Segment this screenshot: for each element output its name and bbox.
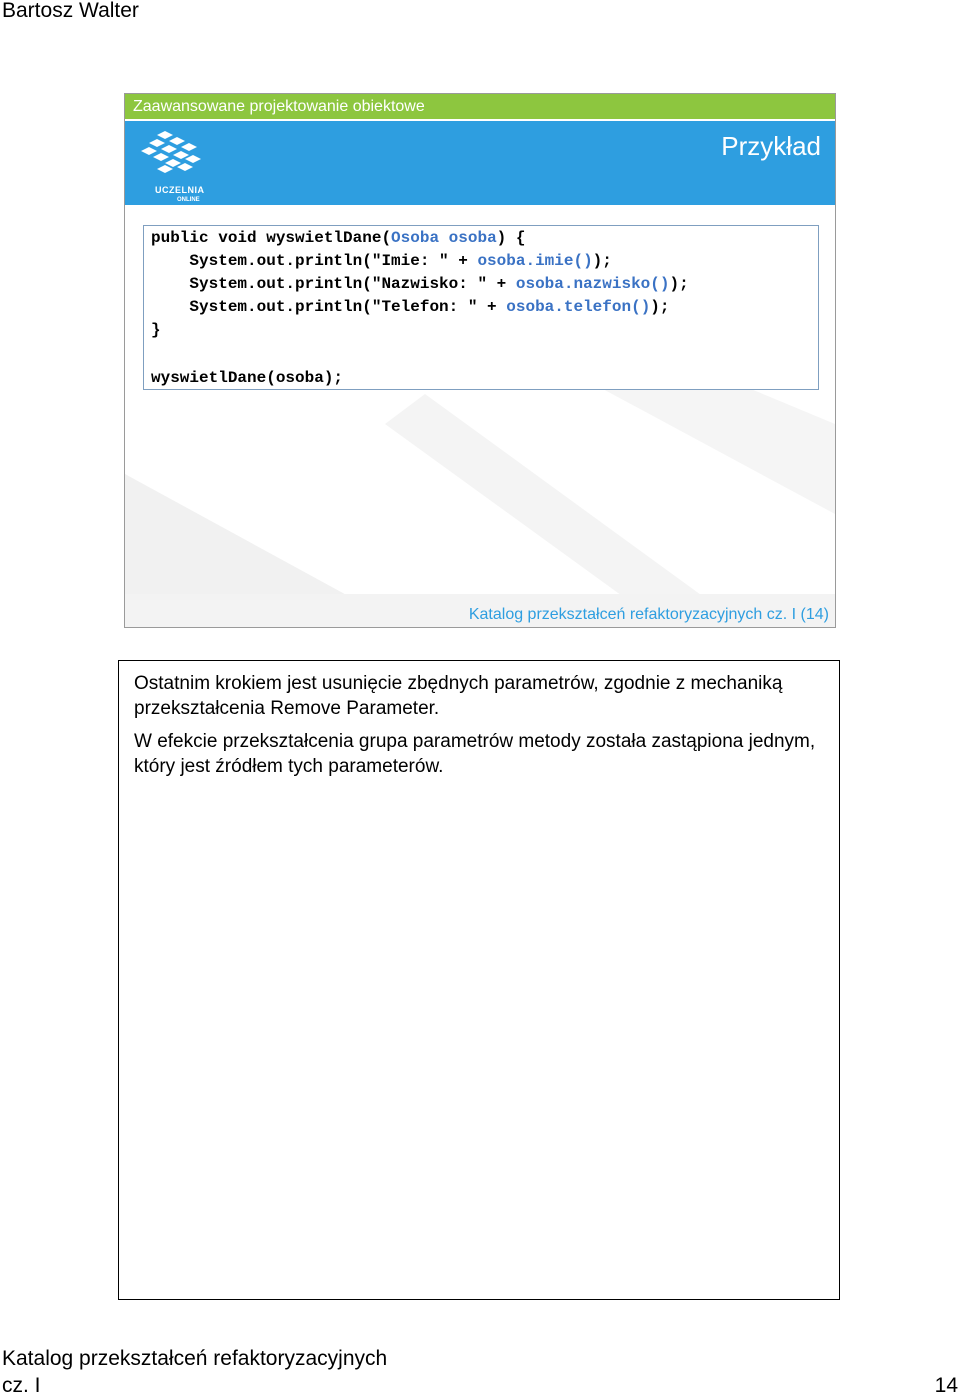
page-footer-title: Katalog przekształceń refaktoryzacyjnych bbox=[2, 1347, 388, 1370]
slide-top-bar bbox=[125, 94, 835, 121]
code-token-highlight: Osoba osoba bbox=[391, 229, 497, 247]
grid-logo-icon bbox=[135, 127, 225, 185]
code-line-2 bbox=[151, 252, 612, 270]
code-token: System.out.println("Telefon: " + bbox=[151, 298, 507, 316]
code-token: System.out.println("Imie: " + bbox=[151, 252, 478, 270]
code-token: ) { bbox=[496, 229, 526, 247]
code-token: ); bbox=[592, 252, 612, 270]
code-line-3 bbox=[151, 275, 689, 293]
logo-text-uczelnia: UCZELNIA bbox=[155, 185, 205, 195]
slide-footer: Katalog przekształceń refaktoryzacyjnych cz. I (14) bbox=[468, 606, 829, 623]
code-token: System.out.println("Nazwisko: " + bbox=[151, 275, 516, 293]
logo-text-online: ONLINE bbox=[177, 197, 200, 203]
slide-title-bar bbox=[125, 121, 835, 205]
code-line-4 bbox=[151, 298, 670, 316]
code-line-6: wyswietlDane(osoba); bbox=[151, 369, 344, 387]
note-paragraph-2: W efekcie przekształcenia grupa parametrów metody została zastąpiona jednym, który jest źródłem tych parameterów. bbox=[134, 731, 816, 777]
code-line-5: } bbox=[151, 321, 161, 339]
code-line-1 bbox=[151, 229, 525, 247]
uczelnia-online-logo bbox=[135, 127, 225, 205]
page-number: 14 bbox=[934, 1374, 958, 1397]
code-token: public void wyswietlDane( bbox=[151, 229, 392, 247]
code-token: ); bbox=[669, 275, 689, 293]
page-header-author: Bartosz Walter bbox=[2, 0, 139, 22]
course-title: Zaawansowane projektowanie obiektowe bbox=[133, 98, 425, 115]
code-token-highlight: osoba.telefon() bbox=[506, 298, 651, 316]
slide-title: Przykład bbox=[721, 131, 821, 161]
notes-box bbox=[118, 660, 840, 1300]
slide bbox=[124, 93, 836, 628]
note-paragraph-1: Ostatnim krokiem jest usunięcie zbędnych parametrów, zgodnie z mechaniką przekształcenia Remove Parameter. bbox=[134, 673, 783, 719]
code-token-highlight: osoba.nazwisko() bbox=[515, 275, 670, 293]
code-token: ); bbox=[650, 298, 670, 316]
page-footer-part: cz. I bbox=[2, 1374, 41, 1397]
code-block bbox=[143, 225, 819, 390]
code-token-highlight: osoba.imie() bbox=[477, 252, 593, 270]
